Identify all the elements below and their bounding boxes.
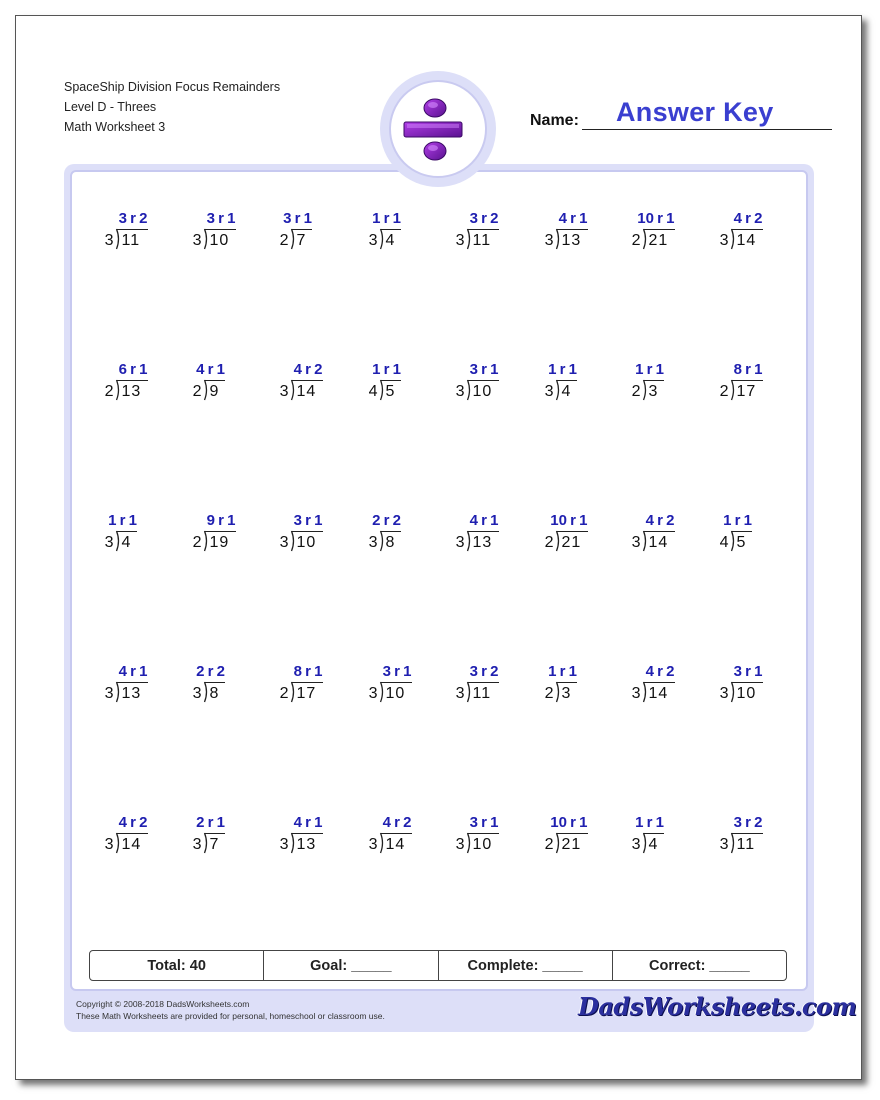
worksheet-page — [15, 15, 862, 1080]
dividend: 14 — [121, 836, 142, 853]
dividend: 8 — [209, 685, 220, 702]
division-bracket — [115, 378, 122, 401]
quotient-answer: 6 r 1 — [118, 361, 148, 378]
answer-key-label: Answer Key — [616, 97, 774, 127]
vinculum-line — [644, 229, 675, 230]
correct-score: Correct: _____ — [649, 957, 750, 974]
division-problem — [192, 814, 272, 862]
divisor: 3 — [368, 534, 378, 551]
division-problem — [279, 361, 359, 409]
quotient-answer: 3 r 2 — [469, 210, 499, 227]
vinculum-line — [468, 380, 499, 381]
divisor: 3 — [368, 685, 378, 702]
division-bracket — [642, 831, 649, 854]
division-problem — [631, 512, 711, 560]
division-problem — [104, 512, 184, 560]
division-bracket — [115, 831, 122, 854]
divisor: 3 — [192, 836, 202, 853]
division-problem — [279, 512, 359, 560]
name-line — [582, 129, 832, 130]
quotient-answer: 4 r 1 — [469, 512, 499, 529]
dividend: 13 — [561, 232, 582, 249]
vinculum-line — [468, 229, 499, 230]
division-bracket — [379, 227, 386, 250]
division-problem — [544, 814, 624, 862]
total-score: Total: 40 — [90, 951, 264, 980]
divisor: 2 — [192, 383, 202, 400]
divisor: 3 — [544, 232, 554, 249]
division-bracket — [203, 529, 210, 552]
quotient-answer: 2 r 2 — [372, 512, 401, 529]
quotient-answer: 8 r 1 — [293, 663, 323, 680]
division-bracket — [115, 529, 122, 552]
divisor: 3 — [455, 836, 465, 853]
problems-area — [70, 170, 808, 991]
division-bracket — [290, 680, 297, 703]
dividend: 21 — [561, 534, 582, 551]
vinculum-line — [292, 531, 323, 532]
division-bracket — [290, 529, 297, 552]
dividend: 7 — [209, 836, 220, 853]
division-bracket — [466, 529, 473, 552]
worksheet-number: Math Worksheet 3 — [64, 120, 166, 134]
dividend: 19 — [209, 534, 230, 551]
dividend: 3 — [561, 685, 572, 702]
division-bracket — [730, 680, 737, 703]
division-bracket — [466, 680, 473, 703]
quotient-answer: 4 r 1 — [293, 814, 323, 831]
dividend: 14 — [296, 383, 317, 400]
dividend: 5 — [385, 383, 396, 400]
division-problem — [719, 361, 799, 409]
division-bracket — [290, 831, 297, 854]
quotient-answer: 3 r 1 — [382, 663, 412, 680]
divisor: 3 — [104, 232, 114, 249]
division-problem — [719, 512, 799, 560]
vinculum-line — [292, 380, 323, 381]
name-label: Name: — [530, 112, 579, 129]
quotient-answer: 10 r 1 — [637, 210, 675, 227]
divisor: 4 — [368, 383, 378, 400]
vinculum-line — [732, 833, 763, 834]
division-bracket — [730, 227, 737, 250]
dividend: 17 — [296, 685, 317, 702]
dividend: 10 — [385, 685, 406, 702]
vinculum-line — [468, 682, 499, 683]
divisor: 3 — [631, 836, 641, 853]
vinculum-line — [292, 229, 313, 230]
divisor: 3 — [544, 383, 554, 400]
dividend: 10 — [472, 836, 493, 853]
quotient-answer: 1 r 1 — [635, 361, 664, 378]
quotient-answer: 9 r 1 — [206, 512, 236, 529]
dividend: 4 — [385, 232, 396, 249]
divisor: 4 — [719, 534, 729, 551]
division-problem — [368, 210, 448, 258]
quotient-answer: 3 r 2 — [118, 210, 148, 227]
divisor: 2 — [544, 534, 554, 551]
dividend: 13 — [472, 534, 493, 551]
quotient-answer: 4 r 2 — [293, 361, 323, 378]
quotient-answer: 4 r 2 — [382, 814, 412, 831]
usage-notice: These Math Worksheets are provided for personal, homeschool or classroom use. — [76, 1011, 385, 1021]
dividend: 11 — [736, 836, 756, 853]
divisor: 3 — [455, 232, 465, 249]
quotient-answer: 3 r 1 — [283, 210, 312, 227]
vinculum-line — [644, 833, 665, 834]
vinculum-line — [381, 833, 412, 834]
division-bracket — [642, 680, 649, 703]
quotient-answer: 1 r 1 — [548, 361, 577, 378]
division-problem — [279, 663, 359, 711]
divisor: 3 — [455, 383, 465, 400]
vinculum-line — [117, 833, 148, 834]
quotient-answer: 4 r 1 — [558, 210, 588, 227]
dividend: 11 — [472, 232, 492, 249]
divisor: 3 — [631, 534, 641, 551]
quotient-answer: 4 r 2 — [733, 210, 763, 227]
division-problem — [544, 512, 624, 560]
division-problem — [455, 814, 535, 862]
quotient-answer: 3 r 1 — [206, 210, 236, 227]
quotient-answer: 1 r 1 — [548, 663, 577, 680]
divisor: 3 — [455, 534, 465, 551]
vinculum-line — [557, 682, 578, 683]
quotient-answer: 3 r 2 — [733, 814, 763, 831]
division-problem — [719, 210, 799, 258]
divisor: 3 — [192, 232, 202, 249]
division-problem — [368, 663, 448, 711]
vinculum-line — [205, 833, 226, 834]
division-problem — [104, 361, 184, 409]
vinculum-line — [644, 380, 665, 381]
quotient-answer: 3 r 2 — [469, 663, 499, 680]
division-bracket — [642, 378, 649, 401]
vinculum-line — [292, 682, 323, 683]
dividend: 14 — [648, 685, 669, 702]
division-problem — [192, 663, 272, 711]
division-bracket — [290, 227, 297, 250]
division-bracket — [115, 227, 122, 250]
divisor: 3 — [279, 836, 289, 853]
division-bracket — [730, 378, 737, 401]
division-problem — [368, 512, 448, 560]
divisor: 2 — [104, 383, 114, 400]
quotient-answer: 1 r 1 — [372, 210, 401, 227]
dividend: 7 — [296, 232, 307, 249]
score-bar — [89, 950, 787, 981]
division-bracket — [203, 680, 210, 703]
vinculum-line — [205, 380, 226, 381]
division-bracket — [466, 378, 473, 401]
vinculum-line — [292, 833, 323, 834]
division-problem — [368, 361, 448, 409]
divisor: 3 — [192, 685, 202, 702]
divisor: 3 — [279, 383, 289, 400]
quotient-answer: 10 r 1 — [550, 512, 588, 529]
quotient-answer: 3 r 1 — [733, 663, 763, 680]
dividend: 9 — [209, 383, 220, 400]
division-problem — [631, 663, 711, 711]
divisor: 2 — [719, 383, 729, 400]
division-problem — [631, 361, 711, 409]
division-bracket — [466, 831, 473, 854]
division-problem — [544, 663, 624, 711]
dividend: 14 — [736, 232, 757, 249]
divisor: 2 — [544, 685, 554, 702]
worksheet-title-block — [64, 77, 280, 137]
division-problem — [719, 814, 799, 862]
problems-panel — [64, 164, 814, 1032]
vinculum-line — [644, 531, 675, 532]
footer-text — [76, 998, 385, 1022]
division-bracket — [466, 227, 473, 250]
division-problem — [544, 361, 624, 409]
division-problem — [631, 210, 711, 258]
dividend: 13 — [121, 383, 142, 400]
division-problem — [544, 210, 624, 258]
quotient-answer: 3 r 1 — [469, 814, 499, 831]
division-problem — [719, 663, 799, 711]
divisor: 2 — [544, 836, 554, 853]
division-logo — [380, 71, 496, 187]
division-problem — [368, 814, 448, 862]
dividend: 10 — [296, 534, 317, 551]
divisor: 2 — [192, 534, 202, 551]
dividend: 21 — [648, 232, 669, 249]
dividend: 3 — [648, 383, 659, 400]
divisor: 3 — [719, 836, 729, 853]
quotient-answer: 3 r 1 — [293, 512, 323, 529]
vinculum-line — [732, 380, 763, 381]
division-problem — [192, 361, 272, 409]
division-bracket — [379, 680, 386, 703]
vinculum-line — [117, 229, 148, 230]
quotient-answer: 1 r 1 — [723, 512, 752, 529]
vinculum-line — [557, 531, 588, 532]
division-bracket — [115, 680, 122, 703]
quotient-answer: 2 r 2 — [196, 663, 225, 680]
dividend: 4 — [648, 836, 659, 853]
division-problem — [455, 210, 535, 258]
quotient-answer: 4 r 2 — [645, 512, 675, 529]
vinculum-line — [644, 682, 675, 683]
dividend: 10 — [736, 685, 757, 702]
divisor: 2 — [631, 232, 641, 249]
quotient-answer: 3 r 1 — [469, 361, 499, 378]
dividend: 8 — [385, 534, 396, 551]
vinculum-line — [557, 380, 578, 381]
worksheet-level: Level D - Threes — [64, 100, 157, 114]
dividend: 4 — [561, 383, 572, 400]
division-bracket — [203, 831, 210, 854]
division-bracket — [555, 529, 562, 552]
quotient-answer: 1 r 1 — [372, 361, 401, 378]
divisor: 3 — [368, 232, 378, 249]
division-problem — [104, 663, 184, 711]
division-problem — [192, 512, 272, 560]
division-bracket — [555, 680, 562, 703]
quotient-answer: 4 r 2 — [645, 663, 675, 680]
division-bracket — [203, 227, 210, 250]
division-problem — [455, 361, 535, 409]
divisor: 3 — [719, 685, 729, 702]
dividend: 13 — [121, 685, 142, 702]
quotient-answer: 4 r 2 — [118, 814, 148, 831]
vinculum-line — [117, 531, 138, 532]
division-bracket — [379, 529, 386, 552]
vinculum-line — [117, 380, 148, 381]
division-problem — [631, 814, 711, 862]
divisor: 3 — [719, 232, 729, 249]
dividend: 17 — [736, 383, 757, 400]
goal-score: Goal: _____ — [264, 951, 438, 980]
division-bracket — [379, 378, 386, 401]
quotient-answer: 1 r 1 — [635, 814, 664, 831]
divisor: 3 — [279, 534, 289, 551]
vinculum-line — [381, 682, 412, 683]
divisor: 2 — [631, 383, 641, 400]
vinculum-line — [205, 531, 236, 532]
divisor: 2 — [279, 685, 289, 702]
dividend: 11 — [121, 232, 141, 249]
dividend: 10 — [209, 232, 230, 249]
division-bracket — [642, 227, 649, 250]
dividend: 21 — [561, 836, 582, 853]
dividend: 4 — [121, 534, 132, 551]
vinculum-line — [205, 682, 226, 683]
divisor: 3 — [455, 685, 465, 702]
vinculum-line — [557, 229, 588, 230]
vinculum-line — [381, 229, 402, 230]
division-problem — [455, 663, 535, 711]
divisor: 3 — [104, 836, 114, 853]
division-bracket — [203, 378, 210, 401]
quotient-answer: 4 r 1 — [196, 361, 225, 378]
quotient-answer: 8 r 1 — [733, 361, 763, 378]
dividend: 14 — [648, 534, 669, 551]
division-sign-icon — [402, 91, 474, 167]
division-problem — [104, 814, 184, 862]
name-field — [530, 96, 832, 130]
division-bracket — [730, 529, 737, 552]
complete-score: Complete: _____ — [439, 951, 613, 980]
vinculum-line — [117, 682, 148, 683]
divisor: 3 — [104, 534, 114, 551]
division-bracket — [379, 831, 386, 854]
division-bracket — [642, 529, 649, 552]
copyright-text: Copyright © 2008-2018 DadsWorksheets.com — [76, 999, 250, 1009]
divisor: 3 — [368, 836, 378, 853]
division-bracket — [555, 831, 562, 854]
division-problem — [192, 210, 272, 258]
quotient-answer: 2 r 1 — [196, 814, 225, 831]
vinculum-line — [732, 229, 763, 230]
dividend: 13 — [296, 836, 317, 853]
dividend: 5 — [736, 534, 747, 551]
brand-logo: DadsWorksheets.com — [578, 992, 857, 1021]
division-bracket — [730, 831, 737, 854]
division-bracket — [290, 378, 297, 401]
dividend: 10 — [472, 383, 493, 400]
quotient-answer: 4 r 1 — [118, 663, 148, 680]
divisor: 3 — [631, 685, 641, 702]
quotient-answer: 1 r 1 — [108, 512, 137, 529]
divisor: 3 — [104, 685, 114, 702]
division-problem — [104, 210, 184, 258]
quotient-answer: 10 r 1 — [550, 814, 588, 831]
dividend: 11 — [472, 685, 492, 702]
vinculum-line — [468, 531, 499, 532]
vinculum-line — [205, 229, 236, 230]
divisor: 2 — [279, 232, 289, 249]
worksheet-title: SpaceShip Division Focus Remainders — [64, 80, 281, 94]
division-problem — [279, 210, 359, 258]
vinculum-line — [557, 833, 588, 834]
vinculum-line — [732, 682, 763, 683]
vinculum-line — [381, 380, 402, 381]
division-bracket — [555, 378, 562, 401]
division-problem — [279, 814, 359, 862]
vinculum-line — [732, 531, 753, 532]
vinculum-line — [381, 531, 402, 532]
division-problem — [455, 512, 535, 560]
vinculum-line — [468, 833, 499, 834]
dividend: 14 — [385, 836, 406, 853]
division-bracket — [555, 227, 562, 250]
